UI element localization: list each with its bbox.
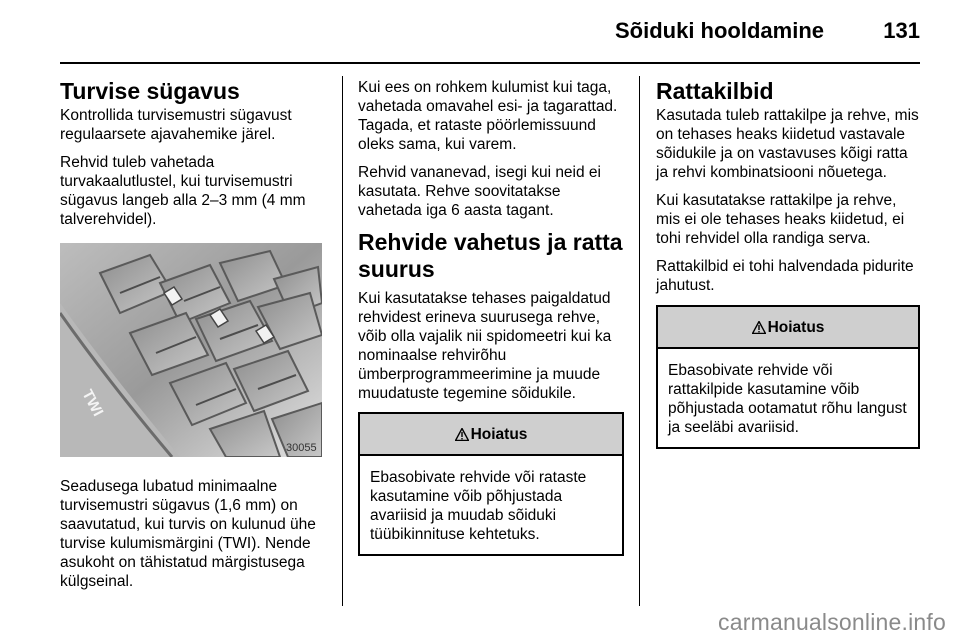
warning-title: Hoiatus	[767, 318, 825, 336]
column-divider	[342, 76, 343, 606]
tyre-tread-photo	[60, 243, 322, 457]
heading-tyre-change: Rehvide vahetus ja ratta suurus	[358, 229, 623, 282]
warning-triangle-icon	[455, 428, 469, 441]
heading-hubcaps: Rattakilbid	[656, 78, 774, 104]
paragraph: Rehvid vananevad, isegi kui neid ei kasutata. Rehve soovitatakse vahetada iga 6 aasta tagant.	[358, 164, 601, 219]
watermark: carmanualsonline.info	[718, 609, 946, 635]
column-2	[358, 78, 624, 556]
page-number: 131	[883, 18, 920, 43]
header-rule	[60, 62, 920, 64]
column-3	[656, 78, 920, 449]
warning-box	[656, 305, 920, 449]
paragraph: Rehvid tuleb vahetada turvakaalutlustel, kui turvisemustri sügavus langeb alla 2–3 mm (4 mm talverehvidel).	[60, 154, 306, 228]
warning-header	[360, 414, 622, 456]
twi-label: TWI	[78, 386, 107, 420]
paragraph: Kui ees on rohkem kulumist kui taga, vahetada omavahel esi- ja tagarattad. Tagada, et rataste pöörlemissuund oleks sama, kui varem.	[358, 79, 618, 153]
column-1	[60, 78, 328, 600]
warning-triangle-icon	[752, 321, 766, 334]
warning-header	[658, 307, 918, 349]
paragraph: Kasutada tuleb rattakilpe ja rehve, mis on tehases heaks kiidetud vastavale sõidukile ja on vastavuses kõigi ratta ja rehvi kombinatsiooni nõuetega.	[656, 107, 919, 181]
section-title: Sõiduki hooldamine	[614, 18, 824, 43]
paragraph: Kontrollida turvisemustri sügavust regulaarsete ajavahemike järel.	[60, 107, 292, 143]
warning-box	[358, 412, 624, 556]
paragraph: Kui kasutatakse rattakilpe ja rehve, mis ei ole tehases heaks kiidetud, ei tohi rehvidel olla randiga serva.	[656, 192, 905, 247]
paragraph: Seadusega lubatud minimaalne turvisemustri sügavus (1,6 mm) on saavutatud, kui turvis on kulunud ühe turvise kulumismärgini (TWI). Nende asukoht on tähistatud märgistusega külgseinal.	[60, 478, 316, 590]
figure-code: 30055	[286, 442, 317, 454]
warning-text: Ebasobivate rehvide või rataste kasutamine võib põhjustada avariisid ja muudab sõiduki tüübikinnituse kehtetuks.	[370, 469, 587, 543]
page-header	[60, 14, 920, 54]
heading-tread-depth: Turvise sügavus	[60, 78, 240, 104]
warning-title: Hoiatus	[470, 425, 528, 443]
paragraph: Kui kasutatakse tehases paigaldatud rehvidest erineva suurusega rehve, võib olla vajalik nii spidomeetri kui ka nominaalse rehvirõhu ümberprogrammeerimine ja muude muudatuste tegemine sõidukile.	[358, 290, 612, 402]
warning-text: Ebasobivate rehvide või rattakilpide kasutamine võib põhjustada ootamatut rõhu langust ja seeläbi avariisid.	[668, 362, 907, 436]
paragraph: Rattakilbid ei tohi halvendada pidurite jahutust.	[656, 258, 914, 294]
column-divider	[639, 76, 640, 606]
